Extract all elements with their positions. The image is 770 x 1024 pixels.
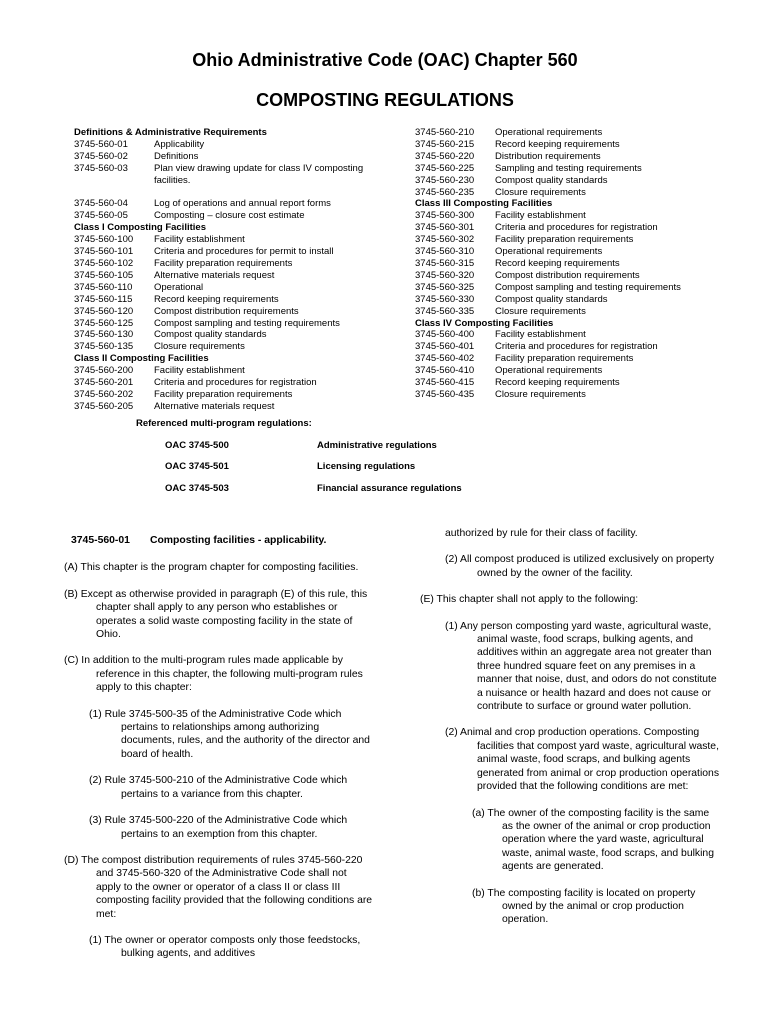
toc-entry	[74, 389, 404, 401]
toc-entry	[74, 318, 404, 330]
toc-entry-code: 3745-560-225	[415, 162, 475, 174]
toc-entry	[415, 389, 745, 401]
rule-paragraph: (2) All compost produced is utilized exclusively on property owned by the owner of the facility.	[445, 554, 715, 579]
toc-entry-desc: Compost distribution requirements	[154, 305, 299, 317]
section-code: 3745-560-01	[71, 535, 130, 546]
toc-entry-desc: Alternative materials request	[154, 400, 275, 412]
toc-entry	[74, 139, 404, 151]
toc-entry-code: 3745-560-130	[74, 329, 134, 341]
referenced-row	[165, 440, 437, 451]
toc-entry	[415, 282, 745, 294]
section-title: Composting facilities - applicability.	[149, 535, 327, 546]
rule-paragraph: (A) This chapter is the program chapter for composting facilities.	[64, 562, 359, 574]
toc-entry-code	[74, 187, 154, 199]
toc-entry	[415, 139, 745, 151]
toc-entry-desc: Criteria and procedures for registration	[154, 377, 317, 389]
toc-entry	[415, 222, 745, 234]
page-subtitle: COMPOSTING REGULATIONS	[256, 90, 514, 110]
toc-entry-code: 3745-560-102	[74, 257, 134, 269]
rule-paragraph: (2) Animal and crop production operations. Composting facilities that compost yard waste, agricultural waste, animal waste, food scraps, and bulking agents generated from animal or crop production operations provided that the following conditions are met:	[445, 727, 720, 793]
toc-entry-desc: Compost sampling and testing requirements	[495, 281, 681, 293]
referenced-code: OAC 3745-501	[165, 461, 229, 472]
toc-entry-desc: Closure requirements	[154, 341, 245, 353]
toc-entry-code: 3745-560-110	[74, 281, 133, 293]
toc-entry-code: 3745-560-300	[415, 210, 475, 222]
toc-entry-desc: Record keeping requirements	[495, 257, 620, 269]
paragraph-spacer	[420, 540, 720, 553]
toc-entry	[415, 127, 745, 139]
toc-entry-code: 3745-560-101	[74, 246, 134, 258]
toc-entry-desc: Sampling and testing requirements	[495, 162, 642, 174]
toc-entry-code: 3745-560-215	[415, 138, 475, 150]
toc-entry-code: 3745-560-302	[415, 234, 475, 246]
toc-section-heading: Class II Composting Facilities	[74, 353, 209, 365]
body-right-column	[420, 527, 720, 927]
toc-entry-code: 3745-560-220	[415, 150, 475, 162]
toc-entry-code: 3745-560-210	[415, 127, 475, 138]
toc-entry-code: 3745-560-415	[415, 377, 475, 389]
toc-entry	[415, 353, 745, 365]
toc-entry-desc	[154, 187, 404, 199]
toc-entry-code: 3745-560-315	[415, 257, 475, 269]
rule-paragraph: (b) The composting facility is located on property owned by the animal or crop production operation.	[472, 887, 696, 926]
toc-entry-code: 3745-560-435	[415, 388, 475, 400]
paragraph-spacer	[64, 841, 374, 854]
toc-entry	[74, 175, 404, 187]
toc-entry-code: 3745-560-200	[74, 365, 134, 377]
toc-entry-desc: Compost quality standards	[495, 174, 608, 186]
toc-entry-code: 3745-560-03	[74, 162, 128, 174]
toc-entry-code: 3745-560-125	[74, 317, 134, 329]
toc-entry-desc: Criteria and procedures for registration	[495, 222, 658, 234]
toc-entry-code	[74, 175, 154, 187]
rule-paragraph: (C) In addition to the multi-program rules made applicable by reference in this chapter, the following multi-program rules apply to this chapter:	[64, 655, 363, 694]
toc-entry-code: 3745-560-02	[74, 150, 128, 162]
paragraph-spacer	[64, 921, 374, 934]
toc-entry-code: 3745-560-402	[415, 353, 475, 365]
toc-entry-code: 3745-560-205	[74, 400, 134, 412]
toc-entry-code: 3745-560-105	[74, 269, 134, 281]
referenced-desc: Financial assurance regulations	[317, 483, 462, 494]
toc-entry-desc: Operational requirements	[495, 127, 603, 138]
toc-entry-code: 3745-560-310	[415, 246, 475, 258]
toc-entry	[74, 151, 404, 163]
rule-paragraph: (1) Any person composting yard waste, agricultural waste, animal waste, food scraps, bulking agents, and additives within an aggregate area not greater than three hundred square feet on any premises in a manner that noise, dust, and odors do not constitute a nuisance or health hazard and does not cause or contribute to surface or ground water pollution.	[445, 620, 717, 713]
toc-entry-code: 3745-560-330	[415, 293, 475, 305]
referenced-code: OAC 3745-503	[165, 483, 229, 494]
toc-entry-code: 3745-560-410	[415, 365, 475, 377]
toc-entry	[415, 329, 745, 341]
toc-entry	[74, 163, 404, 175]
toc-right-column	[415, 127, 745, 401]
paragraph-spacer	[420, 874, 720, 887]
referenced-row	[165, 461, 415, 472]
toc-entry	[415, 175, 745, 187]
toc-entry	[415, 365, 745, 377]
toc-entry-desc: facilities.	[154, 174, 191, 186]
toc-entry-desc: Definitions	[154, 150, 199, 162]
toc-entry-code: 3745-560-235	[415, 186, 475, 198]
toc-entry-code: 3745-560-05	[74, 210, 128, 222]
paragraph-spacer	[64, 761, 374, 774]
toc-entry	[74, 187, 404, 199]
referenced-desc: Administrative regulations	[317, 440, 437, 451]
paragraph-spacer	[420, 794, 720, 807]
toc-entry	[74, 282, 404, 294]
rule-paragraph: authorized by rule for their class of facility.	[445, 528, 638, 539]
toc-entry-desc: Operational	[154, 281, 204, 293]
page-title: Ohio Administrative Code (OAC) Chapter 560	[192, 50, 578, 70]
toc-entry-desc: Compost quality standards	[495, 293, 608, 305]
toc-entry-desc: Record keeping requirements	[154, 293, 279, 305]
toc-entry	[74, 306, 404, 318]
toc-entry-code: 3745-560-100	[74, 234, 134, 246]
toc-entry-desc: Record keeping requirements	[495, 138, 620, 150]
toc-entry	[415, 377, 745, 389]
toc-entry	[74, 341, 404, 353]
referenced-code: OAC 3745-500	[165, 440, 229, 451]
rule-paragraph: (a) The owner of the composting facility is the same as the owner of the animal or crop production operation where the yard waste, agricultural waste, animal waste, food scraps, and bulking agents are generated.	[472, 807, 714, 873]
toc-entry-code: 3745-560-335	[415, 305, 475, 317]
toc-entry-desc: Plan view drawing update for class IV composting	[154, 162, 364, 174]
toc-entry	[74, 329, 404, 341]
toc-entry	[415, 187, 745, 199]
toc-entry-code: 3745-560-320	[415, 269, 475, 281]
toc-entry-desc: Log of operations and annual report forms	[154, 198, 331, 210]
toc-entry-code: 3745-560-325	[415, 281, 475, 293]
paragraph-spacer	[64, 575, 374, 588]
rule-paragraph: (1) Rule 3745-500-35 of the Administrative Code which pertains to relationships among authorizing documents, rules, and the authority of the director and board of health.	[89, 708, 370, 760]
toc-entry-desc: Compost sampling and testing requirements	[154, 317, 340, 329]
toc-entry-desc: Facility establishment	[495, 329, 586, 341]
toc-entry	[415, 163, 745, 175]
toc-section-heading: Class III Composting Facilities	[415, 198, 553, 210]
toc-entry-desc: Closure requirements	[495, 186, 586, 198]
toc-entry-desc: Facility establishment	[495, 210, 586, 222]
toc-entry	[74, 377, 404, 389]
toc-entry-desc: Compost quality standards	[154, 329, 267, 341]
section-heading	[71, 534, 374, 547]
toc-entry-desc: Criteria and procedures for registration	[495, 341, 658, 353]
rule-paragraph: (E) This chapter shall not apply to the following:	[420, 594, 639, 606]
toc-entry-desc: Applicability	[154, 138, 205, 150]
toc-entry	[415, 341, 745, 353]
toc-entry-code: 3745-560-201	[74, 377, 134, 389]
toc-entry-desc: Compost distribution requirements	[495, 269, 640, 281]
toc-entry-code: 3745-560-120	[74, 305, 134, 317]
referenced-heading: Referenced multi-program regulations:	[136, 418, 312, 429]
paragraph-spacer	[64, 801, 374, 814]
toc-entry-desc: Facility preparation requirements	[154, 257, 293, 269]
toc-entry	[74, 401, 404, 413]
toc-entry-code: 3745-560-202	[74, 388, 134, 400]
toc-entry-desc: Closure requirements	[495, 305, 586, 317]
body-left-column	[64, 527, 374, 961]
toc-entry	[74, 258, 404, 270]
toc-section-heading: Class I Composting Facilities	[74, 222, 206, 234]
toc-entry	[415, 258, 745, 270]
toc-entry	[415, 151, 745, 163]
toc-entry-code: 3745-560-115	[74, 293, 133, 305]
toc-entry-desc: Facility preparation requirements	[495, 234, 634, 246]
toc-entry	[415, 306, 745, 318]
toc-section-heading: Class IV Composting Facilities	[415, 317, 554, 329]
toc-entry-code: 3745-560-401	[415, 341, 475, 353]
referenced-row	[165, 483, 462, 494]
toc-entry-desc: Facility preparation requirements	[154, 388, 293, 400]
toc-entry	[74, 198, 404, 210]
toc-entry-desc: Record keeping requirements	[495, 377, 620, 389]
toc-entry-code: 3745-560-135	[74, 341, 134, 353]
toc-entry	[415, 210, 745, 222]
toc-entry-desc: Facility establishment	[154, 234, 245, 246]
paragraph-spacer	[420, 580, 720, 593]
toc-entry-desc: Operational requirements	[495, 246, 603, 258]
toc-entry	[74, 246, 404, 258]
toc-entry	[74, 234, 404, 246]
toc-entry-code: 3745-560-230	[415, 174, 475, 186]
toc-entry	[74, 365, 404, 377]
toc-entry-code: 3745-560-01	[74, 138, 128, 150]
toc-left-column	[74, 127, 404, 413]
rule-paragraph: (1) The owner or operator composts only those feedstocks, bulking agents, and additives	[89, 934, 361, 960]
toc-entry-desc: Composting – closure cost estimate	[154, 210, 305, 222]
paragraph-spacer	[64, 695, 374, 708]
toc-entry	[74, 294, 404, 306]
toc-entry	[415, 294, 745, 306]
toc-entry	[415, 234, 745, 246]
toc-entry-code: 3745-560-04	[74, 198, 128, 210]
toc-entry	[74, 210, 404, 222]
toc-entry-desc: Operational requirements	[495, 365, 603, 377]
referenced-desc: Licensing regulations	[317, 461, 416, 472]
toc-section-heading: Definitions & Administrative Requirements	[74, 127, 267, 138]
rule-paragraph: (3) Rule 3745-500-220 of the Administrative Code which pertains to an exemption from this chapter.	[89, 815, 348, 840]
paragraph-spacer	[420, 607, 720, 620]
toc-entry	[415, 270, 745, 282]
toc-entry-desc: Facility preparation requirements	[495, 353, 634, 365]
toc-entry-desc: Facility establishment	[154, 365, 245, 377]
rule-paragraph: (D) The compost distribution requirements of rules 3745-560-220 and 3745-560-320 of the Administrative Code shall not apply to the owner or operator of a class II or class III composting facility provided that the following conditions are met:	[64, 854, 373, 920]
toc-entry	[415, 246, 745, 258]
rule-paragraph: (2) Rule 3745-500-210 of the Administrative Code which pertains to a variance from this chapter.	[89, 775, 348, 800]
paragraph-spacer	[420, 713, 720, 726]
paragraph-spacer	[64, 641, 374, 654]
toc-entry-desc: Criteria and procedures for permit to install	[154, 246, 334, 258]
toc-entry	[74, 270, 404, 282]
toc-entry-desc: Alternative materials request	[154, 269, 275, 281]
toc-entry-desc: Closure requirements	[495, 388, 586, 400]
toc-entry-desc: Distribution requirements	[495, 150, 601, 162]
rule-paragraph: (B) Except as otherwise provided in paragraph (E) of this rule, this chapter shall apply to any person who establishes or operates a solid waste composting facility in the state of Ohio.	[64, 588, 368, 641]
toc-entry-code: 3745-560-301	[415, 222, 475, 234]
toc-entry-code: 3745-560-400	[415, 329, 475, 341]
